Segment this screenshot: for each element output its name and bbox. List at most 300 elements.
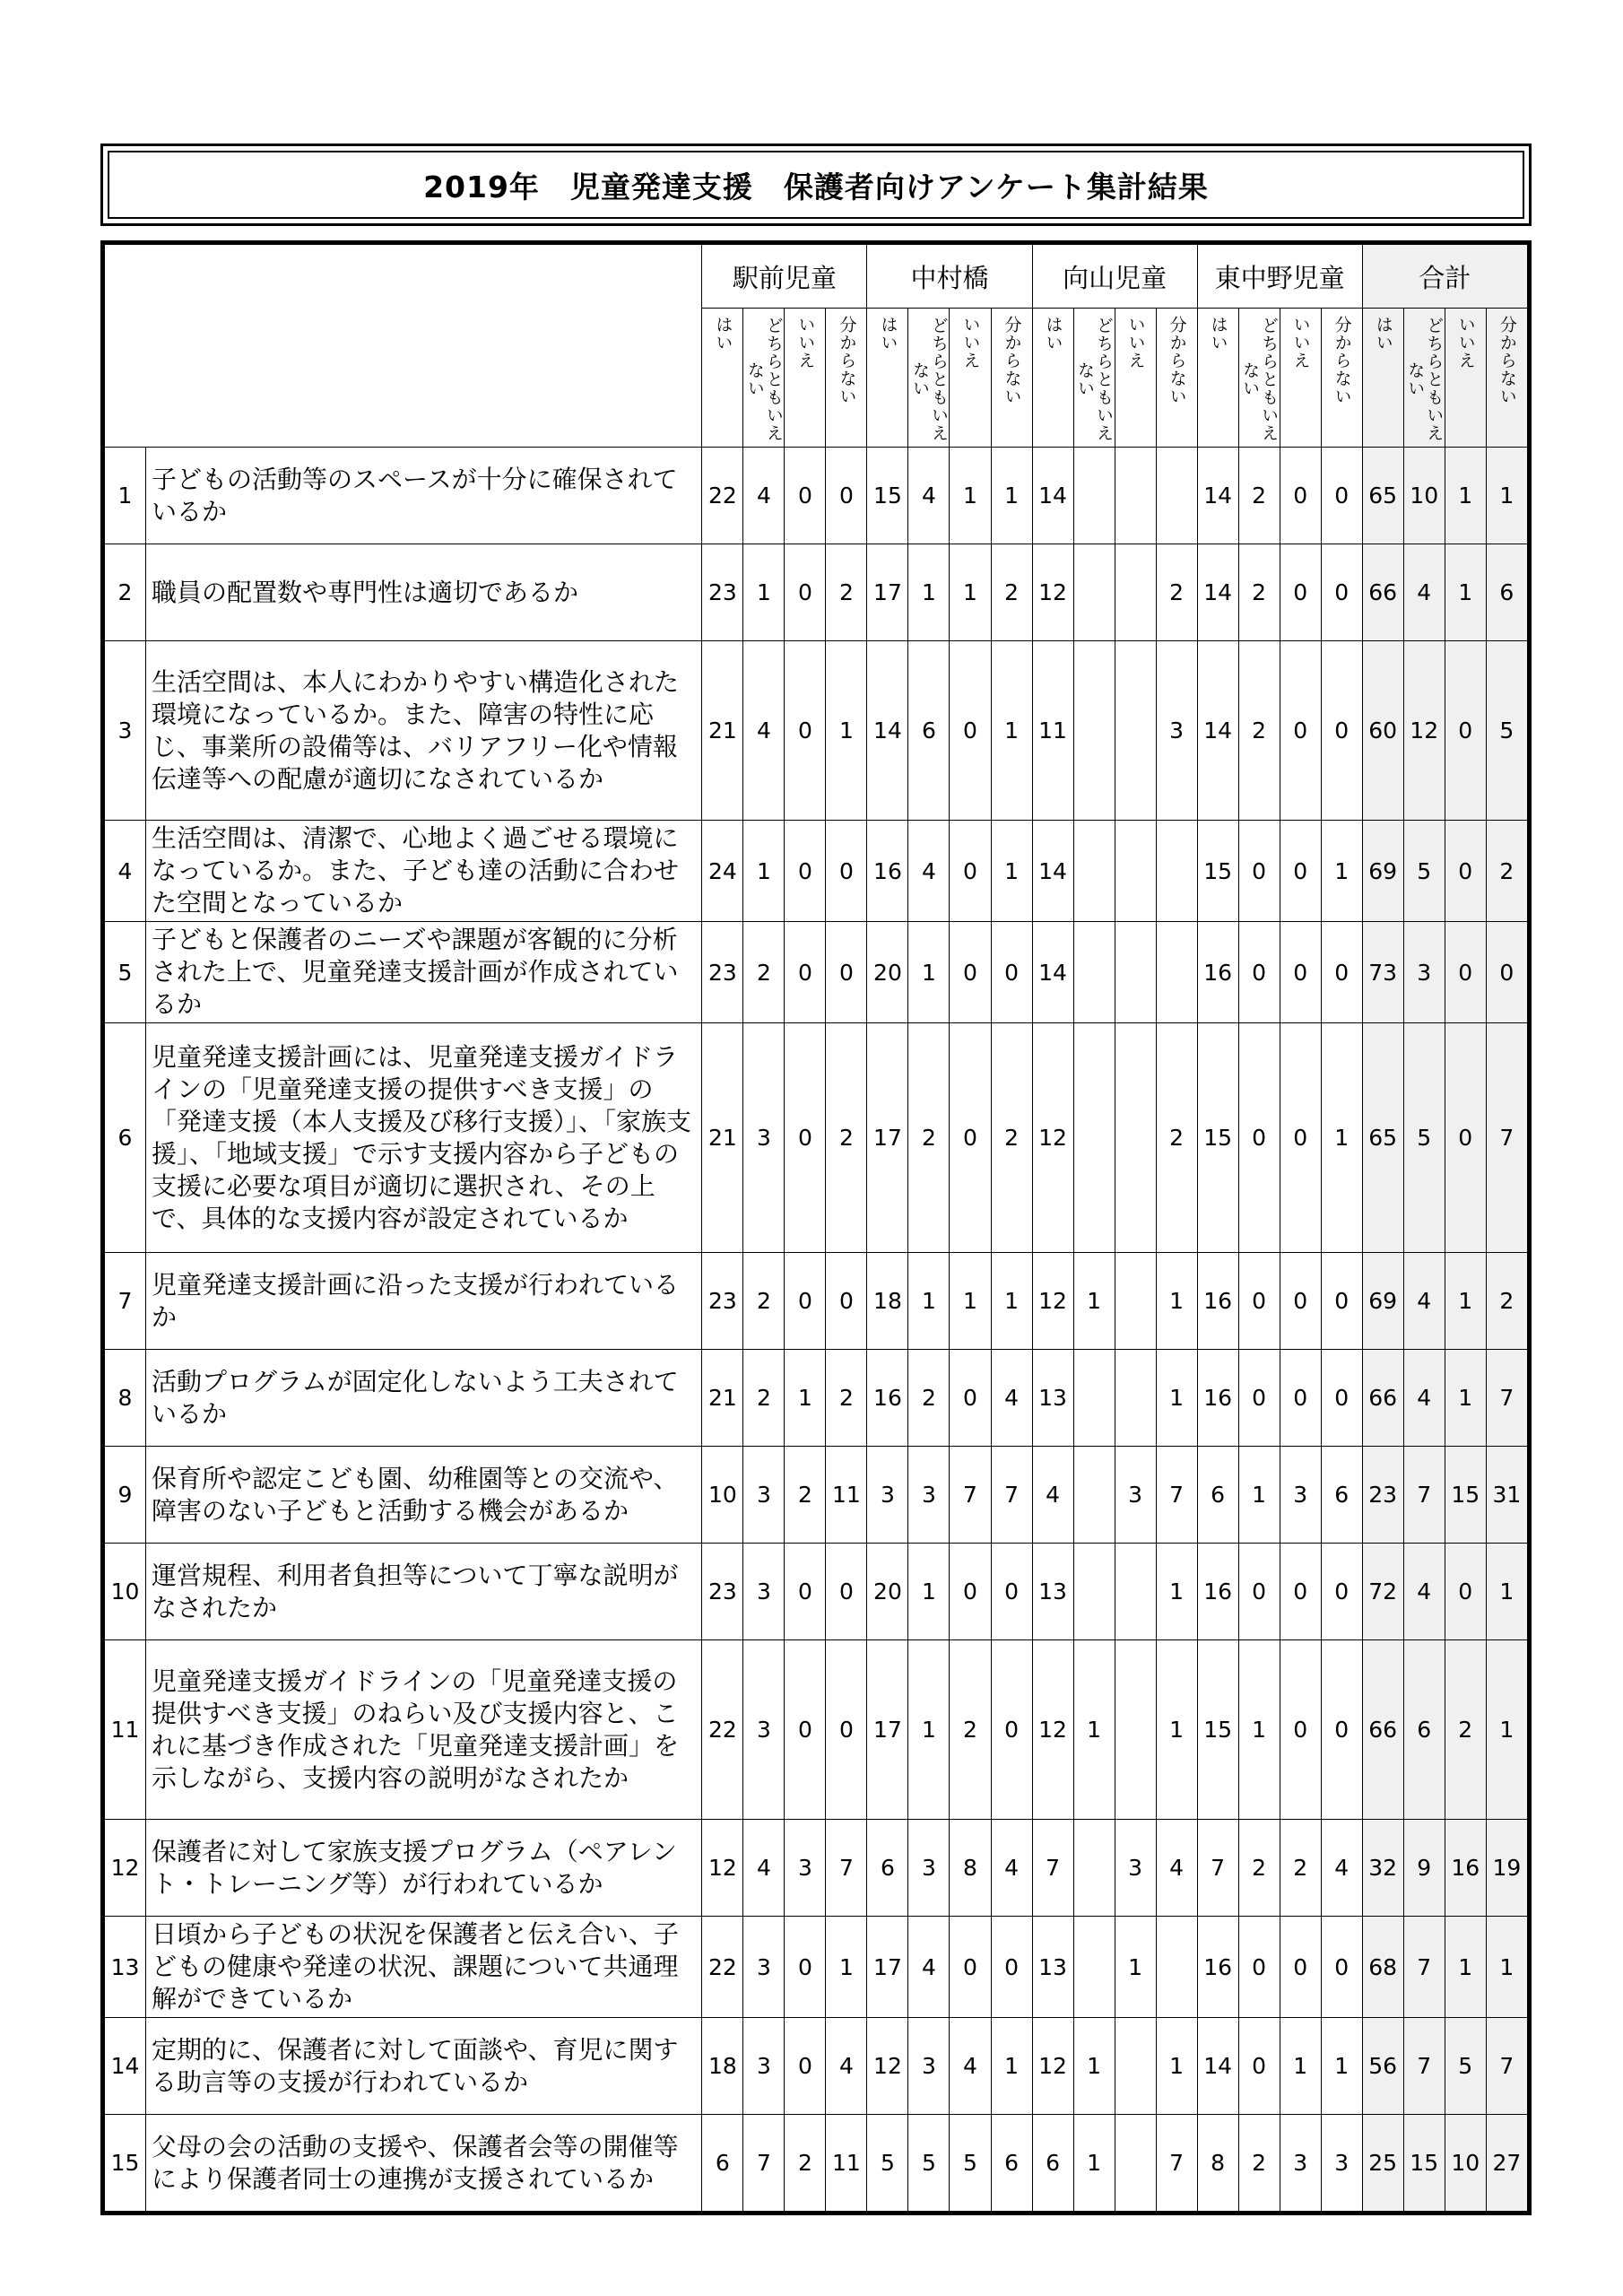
answer-count: 0 xyxy=(950,1023,991,1253)
answer-count: 1 xyxy=(826,1917,867,2018)
answer-count: 2 xyxy=(950,1640,991,1820)
answer-count: 15 xyxy=(1197,821,1238,922)
answer-count: 32 xyxy=(1362,1820,1403,1917)
sub-header xyxy=(1197,309,1238,448)
answer-count: 1 xyxy=(1486,1544,1527,1640)
facility-header: 中村橋 xyxy=(867,245,1032,309)
answer-count: 10 xyxy=(702,1447,743,1544)
answer-count xyxy=(1073,821,1115,922)
answer-count xyxy=(1073,641,1115,821)
answer-count: 21 xyxy=(702,1350,743,1447)
answer-count: 0 xyxy=(826,1544,867,1640)
sub-header xyxy=(1073,309,1115,448)
answer-count: 0 xyxy=(826,448,867,544)
answer-count: 1 xyxy=(908,1544,950,1640)
answer-count: 0 xyxy=(1445,821,1486,922)
answer-count: 0 xyxy=(991,1917,1032,2018)
answer-count: 4 xyxy=(908,821,950,922)
answer-count: 2 xyxy=(1280,1820,1321,1917)
sub-header-label: いいえ xyxy=(1455,316,1476,370)
answer-count xyxy=(1073,1544,1115,1640)
answer-count: 16 xyxy=(1197,1253,1238,1350)
answer-count: 4 xyxy=(991,1820,1032,1917)
answer-count: 0 xyxy=(991,1544,1032,1640)
answer-count xyxy=(1156,1917,1197,2018)
answer-count: 0 xyxy=(785,1253,826,1350)
sub-header-label: 分からない xyxy=(1497,316,1517,405)
answer-count: 1 xyxy=(1156,1640,1197,1820)
question-text: 定期的に、保護者に対して面談や、育児に関する助言等の支援が行われているか xyxy=(146,2018,702,2115)
answer-count: 3 xyxy=(908,1447,950,1544)
table-row xyxy=(105,1640,1528,1820)
question-text: 生活空間は、清潔で、心地よく過ごせる環境になっているか。また、子ども達の活動に合わせた空間となっているか xyxy=(146,821,702,922)
answer-count: 3 xyxy=(1280,2115,1321,2212)
answer-count: 6 xyxy=(867,1820,908,1917)
table-row xyxy=(105,922,1528,1023)
question-number: 6 xyxy=(105,1023,146,1253)
question-number: 14 xyxy=(105,2018,146,2115)
answer-count: 4 xyxy=(950,2018,991,2115)
answer-count: 18 xyxy=(702,2018,743,2115)
answer-count: 17 xyxy=(867,1640,908,1820)
answer-count: 4 xyxy=(1032,1447,1073,1544)
answer-count: 2 xyxy=(908,1023,950,1253)
answer-count xyxy=(1115,821,1156,922)
answer-count: 22 xyxy=(702,1640,743,1820)
answer-count: 2 xyxy=(1156,544,1197,641)
answer-count: 0 xyxy=(1238,1023,1280,1253)
answer-count: 7 xyxy=(1486,1350,1527,1447)
answer-count: 4 xyxy=(991,1350,1032,1447)
answer-count xyxy=(1115,1350,1156,1447)
answer-count: 56 xyxy=(1362,2018,1403,2115)
question-number: 9 xyxy=(105,1447,146,1544)
sub-header-label: どちらともいえない xyxy=(909,317,949,442)
answer-count xyxy=(1115,1544,1156,1640)
facility-header: 東中野児童 xyxy=(1197,245,1362,309)
answer-count: 2 xyxy=(743,922,785,1023)
answer-count: 16 xyxy=(1197,1350,1238,1447)
answer-count: 0 xyxy=(1445,922,1486,1023)
answer-count: 2 xyxy=(826,1023,867,1253)
header-blank-cell xyxy=(105,245,702,448)
answer-count xyxy=(1115,448,1156,544)
sub-header-label: どちらともいえない xyxy=(1405,317,1445,442)
answer-count: 0 xyxy=(785,2018,826,2115)
answer-count: 3 xyxy=(743,1640,785,1820)
answer-count: 0 xyxy=(1321,641,1362,821)
answer-count: 6 xyxy=(1032,2115,1073,2212)
answer-count: 13 xyxy=(1032,1544,1073,1640)
answer-count: 19 xyxy=(1486,1820,1527,1917)
answer-count: 20 xyxy=(867,922,908,1023)
answer-count: 23 xyxy=(1362,1447,1403,1544)
answer-count: 3 xyxy=(785,1820,826,1917)
sub-header xyxy=(1403,309,1445,448)
answer-count: 65 xyxy=(1362,1023,1403,1253)
answer-count xyxy=(1115,1253,1156,1350)
answer-count: 2 xyxy=(991,1023,1032,1253)
answer-count: 7 xyxy=(991,1447,1032,1544)
facility-header: 向山児童 xyxy=(1032,245,1197,309)
answer-count: 1 xyxy=(743,821,785,922)
table-row xyxy=(105,448,1528,544)
answer-count: 0 xyxy=(1321,1253,1362,1350)
sub-header-label: 分からない xyxy=(1332,316,1352,405)
answer-count xyxy=(1115,1023,1156,1253)
table-row xyxy=(105,821,1528,922)
answer-count: 6 xyxy=(1486,544,1527,641)
answer-count: 1 xyxy=(1156,1350,1197,1447)
answer-count: 0 xyxy=(991,922,1032,1023)
answer-count: 0 xyxy=(950,641,991,821)
answer-count: 1 xyxy=(1280,2018,1321,2115)
title-box xyxy=(100,144,1532,226)
sub-header-label: はい xyxy=(1373,316,1393,352)
question-number: 5 xyxy=(105,922,146,1023)
answer-count: 14 xyxy=(1197,448,1238,544)
question-text: 児童発達支援計画には、児童発達支援ガイドラインの「児童発達支援の提供すべき支援」の「発達支援（本人支援及び移行支援）」、「家族支援」、「地域支援」で示す支援内容から子どもの支援に必要な項目が適切に選択され、その上で、具体的な支援内容が設定されているか xyxy=(146,1023,702,1253)
answer-count: 0 xyxy=(785,922,826,1023)
answer-count: 3 xyxy=(908,2018,950,2115)
answer-count: 12 xyxy=(1032,1640,1073,1820)
sub-header xyxy=(743,309,785,448)
answer-count: 14 xyxy=(1197,641,1238,821)
answer-count: 0 xyxy=(1321,1917,1362,2018)
answer-count: 17 xyxy=(867,1917,908,2018)
answer-count: 3 xyxy=(743,1447,785,1544)
answer-count: 69 xyxy=(1362,1253,1403,1350)
answer-count: 6 xyxy=(991,2115,1032,2212)
sub-header xyxy=(702,309,743,448)
answer-count: 0 xyxy=(1280,1023,1321,1253)
answer-count: 20 xyxy=(867,1544,908,1640)
answer-count: 0 xyxy=(991,1640,1032,1820)
answer-count: 7 xyxy=(1032,1820,1073,1917)
answer-count: 0 xyxy=(1280,641,1321,821)
question-number: 11 xyxy=(105,1640,146,1820)
answer-count: 10 xyxy=(1445,2115,1486,2212)
answer-count: 0 xyxy=(1321,1350,1362,1447)
answer-count: 3 xyxy=(1280,1447,1321,1544)
answer-count xyxy=(1073,1917,1115,2018)
answer-count: 18 xyxy=(867,1253,908,1350)
answer-count: 7 xyxy=(1403,2018,1445,2115)
answer-count: 1 xyxy=(991,1253,1032,1350)
answer-count: 15 xyxy=(1445,1447,1486,1544)
answer-count: 1 xyxy=(1445,544,1486,641)
results-table xyxy=(104,244,1528,2212)
answer-count: 1 xyxy=(785,1350,826,1447)
answer-count: 14 xyxy=(1032,922,1073,1023)
answer-count: 12 xyxy=(1403,641,1445,821)
answer-count: 22 xyxy=(702,448,743,544)
answer-count xyxy=(1156,922,1197,1023)
table-row xyxy=(105,1350,1528,1447)
table-row xyxy=(105,1253,1528,1350)
answer-count: 0 xyxy=(950,1350,991,1447)
answer-count: 4 xyxy=(743,641,785,821)
answer-count: 12 xyxy=(1032,1253,1073,1350)
answer-count: 0 xyxy=(785,1640,826,1820)
answer-count: 6 xyxy=(908,641,950,821)
answer-count: 0 xyxy=(1280,1917,1321,2018)
answer-count: 7 xyxy=(1156,1447,1197,1544)
answer-count: 4 xyxy=(1156,1820,1197,1917)
page-title: 2019年 児童発達支援 保護者向けアンケート集計結果 xyxy=(108,151,1524,219)
answer-count: 1 xyxy=(1321,821,1362,922)
answer-count: 66 xyxy=(1362,1350,1403,1447)
answer-count: 2 xyxy=(908,1350,950,1447)
answer-count: 1 xyxy=(1073,2018,1115,2115)
answer-count: 5 xyxy=(1445,2018,1486,2115)
question-number: 4 xyxy=(105,821,146,922)
answer-count: 6 xyxy=(1321,1447,1362,1544)
answer-count: 11 xyxy=(1032,641,1073,821)
answer-count: 7 xyxy=(1486,1023,1527,1253)
answer-count: 1 xyxy=(1321,2018,1362,2115)
answer-count: 22 xyxy=(702,1917,743,2018)
sub-header xyxy=(785,309,826,448)
answer-count: 4 xyxy=(743,1820,785,1917)
answer-count: 0 xyxy=(1238,922,1280,1023)
answer-count: 3 xyxy=(1115,1447,1156,1544)
answer-count xyxy=(1115,2018,1156,2115)
answer-count: 1 xyxy=(1445,448,1486,544)
sub-header-label: いいえ xyxy=(960,316,981,370)
answer-count: 1 xyxy=(908,544,950,641)
answer-count: 23 xyxy=(702,922,743,1023)
answer-count: 1 xyxy=(908,1253,950,1350)
answer-count xyxy=(1156,821,1197,922)
answer-count: 1 xyxy=(743,544,785,641)
answer-count xyxy=(1115,641,1156,821)
answer-count: 21 xyxy=(702,1023,743,1253)
answer-count: 0 xyxy=(1238,1350,1280,1447)
sub-header xyxy=(1362,309,1403,448)
answer-count: 3 xyxy=(743,1544,785,1640)
question-number: 10 xyxy=(105,1544,146,1640)
answer-count: 14 xyxy=(867,641,908,821)
question-number: 2 xyxy=(105,544,146,641)
answer-count: 1 xyxy=(1445,1917,1486,2018)
sub-header xyxy=(1445,309,1486,448)
answer-count: 16 xyxy=(1197,1917,1238,2018)
answer-count: 3 xyxy=(743,1023,785,1253)
question-text: 保護者に対して家族支援プログラム（ペアレント・トレーニング等）が行われているか xyxy=(146,1820,702,1917)
question-number: 15 xyxy=(105,2115,146,2212)
answer-count: 5 xyxy=(950,2115,991,2212)
answer-count: 2 xyxy=(785,2115,826,2212)
answer-count: 12 xyxy=(1032,1023,1073,1253)
answer-count: 1 xyxy=(1073,1640,1115,1820)
answer-count: 0 xyxy=(785,821,826,922)
answer-count: 4 xyxy=(1403,1544,1445,1640)
answer-count: 2 xyxy=(1445,1640,1486,1820)
answer-count: 0 xyxy=(1238,1544,1280,1640)
answer-count: 2 xyxy=(826,1350,867,1447)
sub-header-label: いいえ xyxy=(1125,316,1146,370)
answer-count: 2 xyxy=(1486,821,1527,922)
answer-count xyxy=(1073,1820,1115,1917)
answer-count xyxy=(1073,544,1115,641)
answer-count: 6 xyxy=(702,2115,743,2212)
answer-count: 3 xyxy=(908,1820,950,1917)
answer-count: 1 xyxy=(1156,1253,1197,1350)
sub-header xyxy=(908,309,950,448)
answer-count: 60 xyxy=(1362,641,1403,821)
answer-count: 5 xyxy=(1403,821,1445,922)
answer-count: 0 xyxy=(950,922,991,1023)
answer-count: 12 xyxy=(867,2018,908,2115)
answer-count: 8 xyxy=(950,1820,991,1917)
answer-count: 0 xyxy=(1445,1023,1486,1253)
answer-count: 17 xyxy=(867,544,908,641)
question-text: 児童発達支援計画に沿った支援が行われているか xyxy=(146,1253,702,1350)
answer-count: 1 xyxy=(1486,1640,1527,1820)
answer-count: 5 xyxy=(908,2115,950,2212)
answer-count: 4 xyxy=(1403,1253,1445,1350)
sub-header-label: 分からない xyxy=(837,316,857,405)
table-row xyxy=(105,1447,1528,1544)
answer-count: 7 xyxy=(1156,2115,1197,2212)
answer-count: 0 xyxy=(826,922,867,1023)
answer-count: 15 xyxy=(1403,2115,1445,2212)
answer-count: 1 xyxy=(950,1253,991,1350)
table-row xyxy=(105,1023,1528,1253)
answer-count: 3 xyxy=(1321,2115,1362,2212)
answer-count: 16 xyxy=(867,821,908,922)
table-row xyxy=(105,1820,1528,1917)
sub-header-label: どちらともいえない xyxy=(744,317,784,442)
answer-count xyxy=(1115,544,1156,641)
answer-count xyxy=(1073,448,1115,544)
answer-count: 12 xyxy=(1032,2018,1073,2115)
answer-count: 1 xyxy=(991,821,1032,922)
answer-count: 0 xyxy=(1486,922,1527,1023)
answer-count: 65 xyxy=(1362,448,1403,544)
sub-header-label: はい xyxy=(878,316,898,352)
answer-count: 5 xyxy=(1486,641,1527,821)
answer-count: 12 xyxy=(702,1820,743,1917)
sub-header-label: いいえ xyxy=(1290,316,1311,370)
answer-count: 14 xyxy=(1032,448,1073,544)
results-table-wrapper xyxy=(100,240,1532,2215)
answer-count: 16 xyxy=(1445,1820,1486,1917)
answer-count: 0 xyxy=(785,1544,826,1640)
answer-count: 1 xyxy=(1486,448,1527,544)
sub-header xyxy=(1280,309,1321,448)
answer-count: 7 xyxy=(826,1820,867,1917)
answer-count: 2 xyxy=(1238,641,1280,821)
answer-count: 7 xyxy=(743,2115,785,2212)
table-row xyxy=(105,641,1528,821)
answer-count: 0 xyxy=(1445,641,1486,821)
sub-header xyxy=(867,309,908,448)
sub-header-label: どちらともいえない xyxy=(1075,317,1115,442)
question-text: 子どもと保護者のニーズや課題が客観的に分析された上で、児童発達支援計画が作成されているか xyxy=(146,922,702,1023)
answer-count: 2 xyxy=(1156,1023,1197,1253)
answer-count: 0 xyxy=(1280,922,1321,1023)
answer-count: 2 xyxy=(1486,1253,1527,1350)
sub-header xyxy=(1238,309,1280,448)
answer-count: 1 xyxy=(826,641,867,821)
answer-count: 1 xyxy=(1156,2018,1197,2115)
answer-count: 1 xyxy=(1238,1447,1280,1544)
answer-count: 1 xyxy=(908,922,950,1023)
answer-count: 0 xyxy=(826,1640,867,1820)
answer-count: 2 xyxy=(991,544,1032,641)
answer-count: 7 xyxy=(1403,1917,1445,2018)
question-text: 運営規程、利用者負担等について丁寧な説明がなされたか xyxy=(146,1544,702,1640)
answer-count: 0 xyxy=(1238,821,1280,922)
answer-count: 4 xyxy=(1321,1820,1362,1917)
answer-count xyxy=(1073,1350,1115,1447)
answer-count: 23 xyxy=(702,1253,743,1350)
answer-count: 4 xyxy=(826,2018,867,2115)
question-text: 日頃から子どもの状況を保護者と伝え合い、子どもの健康や発達の状況、課題について共通理解ができているか xyxy=(146,1917,702,2018)
answer-count: 1 xyxy=(991,2018,1032,2115)
sub-header-label: 分からない xyxy=(1002,316,1022,405)
answer-count: 2 xyxy=(1238,2115,1280,2212)
answer-count: 1 xyxy=(1321,1023,1362,1253)
sub-header xyxy=(991,309,1032,448)
answer-count: 16 xyxy=(1197,922,1238,1023)
answer-count: 7 xyxy=(1486,2018,1527,2115)
answer-count: 66 xyxy=(1362,544,1403,641)
answer-count: 7 xyxy=(950,1447,991,1544)
answer-count: 0 xyxy=(826,1253,867,1350)
answer-count: 23 xyxy=(702,1544,743,1640)
sub-header-label: どちらともいえない xyxy=(1240,317,1280,442)
answer-count: 4 xyxy=(1403,1350,1445,1447)
answer-count: 14 xyxy=(1197,2018,1238,2115)
answer-count: 21 xyxy=(702,641,743,821)
answer-count xyxy=(1115,1640,1156,1820)
answer-count: 13 xyxy=(1032,1350,1073,1447)
sub-header xyxy=(1156,309,1197,448)
answer-count: 0 xyxy=(1280,1350,1321,1447)
sub-header xyxy=(826,309,867,448)
answer-count xyxy=(1156,448,1197,544)
answer-count: 0 xyxy=(1321,1640,1362,1820)
answer-count: 5 xyxy=(1403,1023,1445,1253)
answer-count: 2 xyxy=(743,1253,785,1350)
answer-count xyxy=(1073,1023,1115,1253)
answer-count: 1 xyxy=(1073,1253,1115,1350)
answer-count: 0 xyxy=(1321,922,1362,1023)
answer-count: 0 xyxy=(1445,1544,1486,1640)
answer-count: 0 xyxy=(785,641,826,821)
table-row xyxy=(105,2018,1528,2115)
answer-count: 0 xyxy=(1321,544,1362,641)
answer-count: 4 xyxy=(908,1917,950,2018)
answer-count: 0 xyxy=(1238,1253,1280,1350)
answer-count: 72 xyxy=(1362,1544,1403,1640)
answer-count: 0 xyxy=(826,821,867,922)
sub-header-label: はい xyxy=(713,316,733,352)
answer-count: 3 xyxy=(867,1447,908,1544)
answer-count: 23 xyxy=(702,544,743,641)
question-number: 8 xyxy=(105,1350,146,1447)
answer-count: 0 xyxy=(785,1023,826,1253)
answer-count: 2 xyxy=(743,1350,785,1447)
answer-count: 1 xyxy=(1238,1640,1280,1820)
table-row xyxy=(105,2115,1528,2212)
answer-count: 0 xyxy=(1280,544,1321,641)
answer-count: 5 xyxy=(867,2115,908,2212)
answer-count: 3 xyxy=(1115,1820,1156,1917)
